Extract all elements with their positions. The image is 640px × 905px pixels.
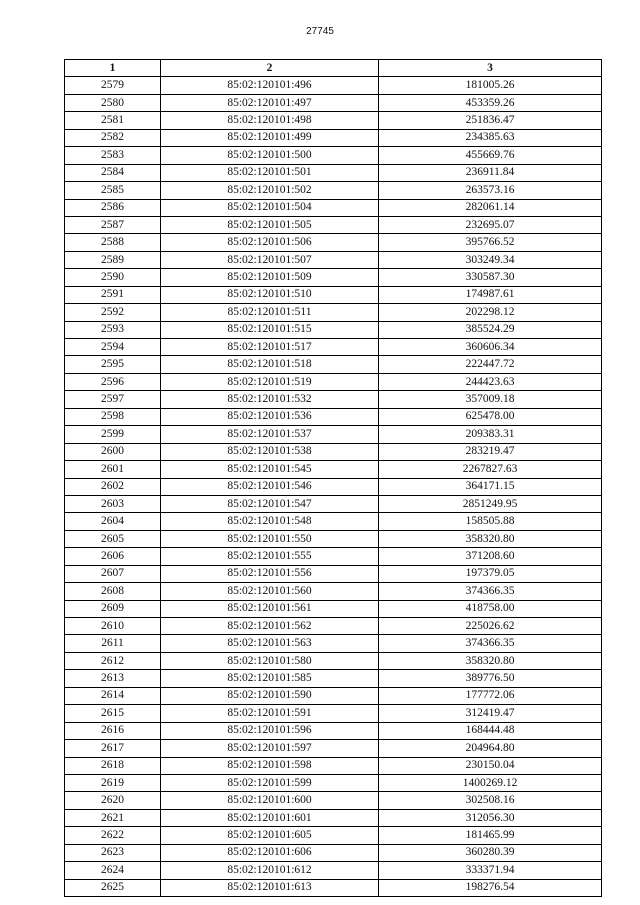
row-number-cell: 2618: [65, 757, 161, 774]
cadastral-number-cell: 85:02:120101:517: [161, 339, 379, 356]
row-number-cell: 2620: [65, 792, 161, 809]
cadastral-number-cell: 85:02:120101:515: [161, 321, 379, 338]
cadastral-number-cell: 85:02:120101:550: [161, 530, 379, 547]
table-row: [65, 373, 602, 390]
table-row: [65, 687, 602, 704]
table-row: [65, 565, 602, 582]
table-row: [65, 740, 602, 757]
value-cell: 2851249.95: [379, 495, 602, 512]
table-row: [65, 182, 602, 199]
row-number-cell: 2602: [65, 478, 161, 495]
row-number-cell: 2583: [65, 147, 161, 164]
cadastral-number-cell: 85:02:120101:519: [161, 373, 379, 390]
row-number-cell: 2624: [65, 862, 161, 879]
value-cell: 395766.52: [379, 234, 602, 251]
value-cell: 312419.47: [379, 705, 602, 722]
table-row: [65, 286, 602, 303]
table-row: [65, 321, 602, 338]
table-row: [65, 164, 602, 181]
column-header-3: 3: [379, 60, 602, 77]
table-row: [65, 862, 602, 879]
value-cell: 244423.63: [379, 373, 602, 390]
table-row: [65, 879, 602, 896]
value-cell: 385524.29: [379, 321, 602, 338]
value-cell: 283219.47: [379, 443, 602, 460]
cadastral-number-cell: 85:02:120101:562: [161, 618, 379, 635]
row-number-cell: 2581: [65, 112, 161, 129]
table-row: [65, 583, 602, 600]
cadastral-number-cell: 85:02:120101:600: [161, 792, 379, 809]
cadastral-number-cell: 85:02:120101:500: [161, 147, 379, 164]
column-header-1: 1: [65, 60, 161, 77]
row-number-cell: 2593: [65, 321, 161, 338]
value-cell: 202298.12: [379, 304, 602, 321]
column-header-2: 2: [161, 60, 379, 77]
table-row: [65, 234, 602, 251]
row-number-cell: 2619: [65, 774, 161, 791]
cadastral-number-cell: 85:02:120101:599: [161, 774, 379, 791]
table-row: [65, 94, 602, 111]
table-row: [65, 478, 602, 495]
row-number-cell: 2605: [65, 530, 161, 547]
cadastral-number-cell: 85:02:120101:510: [161, 286, 379, 303]
table-row: [65, 600, 602, 617]
table-row: [65, 356, 602, 373]
value-cell: 455669.76: [379, 147, 602, 164]
row-number-cell: 2590: [65, 269, 161, 286]
row-number-cell: 2595: [65, 356, 161, 373]
cadastral-number-cell: 85:02:120101:591: [161, 705, 379, 722]
value-cell: 371208.60: [379, 548, 602, 565]
cadastral-number-cell: 85:02:120101:585: [161, 670, 379, 687]
value-cell: 1400269.12: [379, 774, 602, 791]
cadastral-number-cell: 85:02:120101:561: [161, 600, 379, 617]
table-row: [65, 670, 602, 687]
cadastral-number-cell: 85:02:120101:545: [161, 461, 379, 478]
value-cell: 453359.26: [379, 94, 602, 111]
value-cell: 197379.05: [379, 565, 602, 582]
table-row: [65, 827, 602, 844]
cadastral-number-cell: 85:02:120101:499: [161, 129, 379, 146]
value-cell: 358320.80: [379, 652, 602, 669]
table-row: [65, 618, 602, 635]
table-row: [65, 809, 602, 826]
row-number-cell: 2608: [65, 583, 161, 600]
cadastral-number-cell: 85:02:120101:506: [161, 234, 379, 251]
value-cell: 174987.61: [379, 286, 602, 303]
cadastral-number-cell: 85:02:120101:612: [161, 862, 379, 879]
row-number-cell: 2612: [65, 652, 161, 669]
row-number-cell: 2613: [65, 670, 161, 687]
row-number-cell: 2597: [65, 391, 161, 408]
cadastral-number-cell: 85:02:120101:597: [161, 740, 379, 757]
value-cell: 2267827.63: [379, 461, 602, 478]
row-number-cell: 2594: [65, 339, 161, 356]
row-number-cell: 2607: [65, 565, 161, 582]
row-number-cell: 2615: [65, 705, 161, 722]
row-number-cell: 2591: [65, 286, 161, 303]
cadastral-number-cell: 85:02:120101:606: [161, 844, 379, 861]
cadastral-number-cell: 85:02:120101:596: [161, 722, 379, 739]
cadastral-number-cell: 85:02:120101:504: [161, 199, 379, 216]
table-row: [65, 792, 602, 809]
row-number-cell: 2601: [65, 461, 161, 478]
value-cell: 225026.62: [379, 618, 602, 635]
row-number-cell: 2598: [65, 408, 161, 425]
row-number-cell: 2609: [65, 600, 161, 617]
value-cell: 625478.00: [379, 408, 602, 425]
row-number-cell: 2621: [65, 809, 161, 826]
row-number-cell: 2603: [65, 495, 161, 512]
value-cell: 177772.06: [379, 687, 602, 704]
value-cell: 181005.26: [379, 77, 602, 94]
value-cell: 364171.15: [379, 478, 602, 495]
value-cell: 204964.80: [379, 740, 602, 757]
cadastral-number-cell: 85:02:120101:563: [161, 635, 379, 652]
table-row: [65, 757, 602, 774]
value-cell: 232695.07: [379, 216, 602, 233]
row-number-cell: 2614: [65, 687, 161, 704]
table-row: [65, 147, 602, 164]
row-number-cell: 2600: [65, 443, 161, 460]
value-cell: 333371.94: [379, 862, 602, 879]
cadastral-number-cell: 85:02:120101:601: [161, 809, 379, 826]
value-cell: 418758.00: [379, 600, 602, 617]
row-number-cell: 2623: [65, 844, 161, 861]
value-cell: 303249.34: [379, 251, 602, 268]
row-number-cell: 2610: [65, 618, 161, 635]
cadastral-number-cell: 85:02:120101:555: [161, 548, 379, 565]
cadastral-number-cell: 85:02:120101:509: [161, 269, 379, 286]
cadastral-number-cell: 85:02:120101:505: [161, 216, 379, 233]
table-row: [65, 251, 602, 268]
header-row: [65, 60, 602, 77]
value-cell: 236911.84: [379, 164, 602, 181]
table-row: [65, 652, 602, 669]
table-row: [65, 722, 602, 739]
cadastral-number-cell: 85:02:120101:548: [161, 513, 379, 530]
cadastral-number-cell: 85:02:120101:502: [161, 182, 379, 199]
value-cell: 158505.88: [379, 513, 602, 530]
table-row: [65, 844, 602, 861]
cadastral-number-cell: 85:02:120101:560: [161, 583, 379, 600]
row-number-cell: 2580: [65, 94, 161, 111]
row-number-cell: 2587: [65, 216, 161, 233]
value-cell: 374366.35: [379, 583, 602, 600]
cadastral-number-cell: 85:02:120101:496: [161, 77, 379, 94]
value-cell: 282061.14: [379, 199, 602, 216]
table-body: [65, 77, 602, 897]
row-number-cell: 2611: [65, 635, 161, 652]
cadastral-number-cell: 85:02:120101:511: [161, 304, 379, 321]
table-row: [65, 77, 602, 94]
cadastral-number-cell: 85:02:120101:498: [161, 112, 379, 129]
value-cell: 251836.47: [379, 112, 602, 129]
cadastral-number-cell: 85:02:120101:598: [161, 757, 379, 774]
value-cell: 312056.30: [379, 809, 602, 826]
table-row: [65, 495, 602, 512]
row-number-cell: 2585: [65, 182, 161, 199]
table-row: [65, 269, 602, 286]
row-number-cell: 2592: [65, 304, 161, 321]
table-row: [65, 513, 602, 530]
row-number-cell: 2625: [65, 879, 161, 896]
value-cell: 360280.39: [379, 844, 602, 861]
cadastral-number-cell: 85:02:120101:501: [161, 164, 379, 181]
cadastral-number-cell: 85:02:120101:536: [161, 408, 379, 425]
cadastral-number-cell: 85:02:120101:580: [161, 652, 379, 669]
cadastral-number-cell: 85:02:120101:537: [161, 426, 379, 443]
value-cell: 302508.16: [379, 792, 602, 809]
table-row: [65, 199, 602, 216]
table-row: [65, 530, 602, 547]
table-row: [65, 774, 602, 791]
value-cell: 389776.50: [379, 670, 602, 687]
cadastral-number-cell: 85:02:120101:532: [161, 391, 379, 408]
value-cell: 222447.72: [379, 356, 602, 373]
value-cell: 168444.48: [379, 722, 602, 739]
cadastral-number-cell: 85:02:120101:590: [161, 687, 379, 704]
page-number: 27745: [306, 26, 334, 37]
value-cell: 263573.16: [379, 182, 602, 199]
row-number-cell: 2604: [65, 513, 161, 530]
table-row: [65, 112, 602, 129]
cadastral-number-cell: 85:02:120101:518: [161, 356, 379, 373]
value-cell: 357009.18: [379, 391, 602, 408]
table-row: [65, 408, 602, 425]
value-cell: 230150.04: [379, 757, 602, 774]
cadastral-number-cell: 85:02:120101:556: [161, 565, 379, 582]
cadastral-number-cell: 85:02:120101:546: [161, 478, 379, 495]
value-cell: 358320.80: [379, 530, 602, 547]
row-number-cell: 2617: [65, 740, 161, 757]
cadastral-number-cell: 85:02:120101:538: [161, 443, 379, 460]
row-number-cell: 2616: [65, 722, 161, 739]
cadastral-number-cell: 85:02:120101:605: [161, 827, 379, 844]
value-cell: 330587.30: [379, 269, 602, 286]
table-row: [65, 426, 602, 443]
row-number-cell: 2584: [65, 164, 161, 181]
value-cell: 234385.63: [379, 129, 602, 146]
row-number-cell: 2582: [65, 129, 161, 146]
row-number-cell: 2599: [65, 426, 161, 443]
table-header: [65, 60, 602, 77]
table-row: [65, 129, 602, 146]
row-number-cell: 2622: [65, 827, 161, 844]
value-cell: 181465.99: [379, 827, 602, 844]
table-row: [65, 443, 602, 460]
value-cell: 209383.31: [379, 426, 602, 443]
cadastral-number-cell: 85:02:120101:507: [161, 251, 379, 268]
cadastral-number-cell: 85:02:120101:497: [161, 94, 379, 111]
value-cell: 360606.34: [379, 339, 602, 356]
table-row: [65, 304, 602, 321]
row-number-cell: 2588: [65, 234, 161, 251]
table-row: [65, 548, 602, 565]
table-row: [65, 216, 602, 233]
value-cell: 374366.35: [379, 635, 602, 652]
table-row: [65, 635, 602, 652]
row-number-cell: 2596: [65, 373, 161, 390]
row-number-cell: 2579: [65, 77, 161, 94]
row-number-cell: 2606: [65, 548, 161, 565]
table-row: [65, 339, 602, 356]
table-row: [65, 461, 602, 478]
row-number-cell: 2589: [65, 251, 161, 268]
value-cell: 198276.54: [379, 879, 602, 896]
table-row: [65, 391, 602, 408]
cadastral-number-cell: 85:02:120101:547: [161, 495, 379, 512]
row-number-cell: 2586: [65, 199, 161, 216]
cadastral-number-cell: 85:02:120101:613: [161, 879, 379, 896]
data-table: [64, 59, 602, 897]
table-row: [65, 705, 602, 722]
